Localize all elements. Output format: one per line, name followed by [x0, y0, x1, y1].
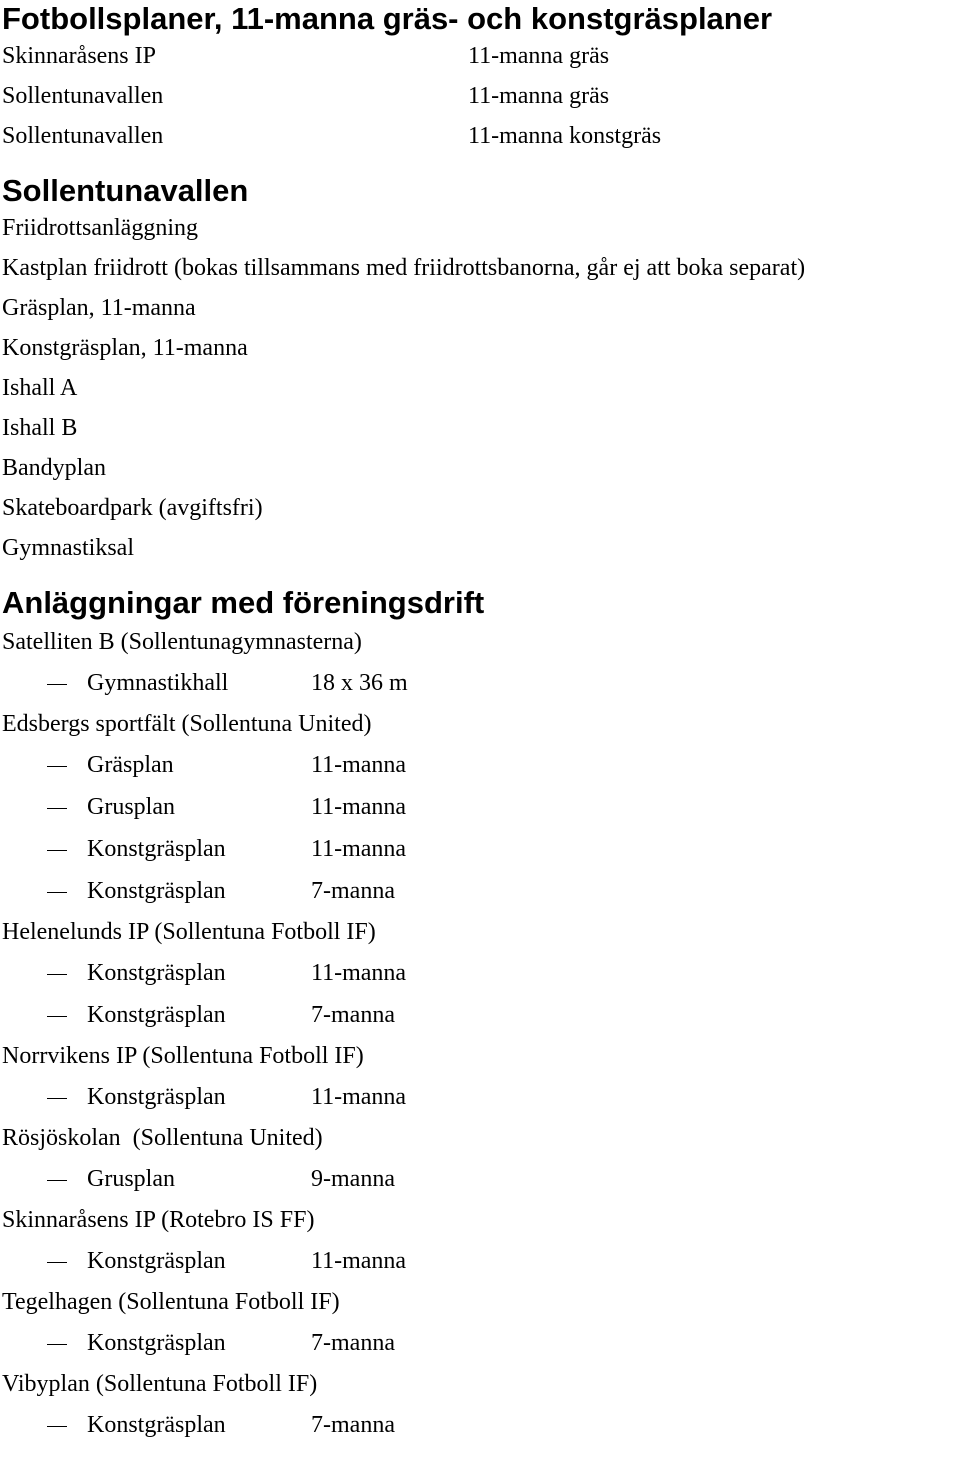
- facility-name: Skinnaråsens IP (Rotebro IS FF): [2, 1207, 315, 1233]
- dash-bullet: [47, 1262, 67, 1263]
- dash-bullet: [47, 1426, 67, 1427]
- sub-item-name: Konstgräsplan: [87, 1002, 226, 1028]
- dash-bullet: [47, 684, 67, 685]
- section-association-facilities: [0, 568, 960, 1446]
- sub-item-name: Konstgräsplan: [87, 1084, 226, 1110]
- facility-name: Vibyplan (Sollentuna Fotboll IF): [2, 1371, 318, 1397]
- sub-item-value: 11-manna: [311, 752, 407, 778]
- list-item: Bandyplan: [2, 455, 106, 481]
- dash-bullet: [47, 1180, 67, 1181]
- list-item: Ishall A: [2, 375, 78, 401]
- dash-bullet: [47, 850, 67, 851]
- dash-bullet: [47, 974, 67, 975]
- facility-sub-item: [0, 1322, 960, 1364]
- field-type: 11-manna gräs: [468, 83, 610, 109]
- section-football-fields: [0, 0, 960, 156]
- sub-item-name: Gymnastikhall: [87, 670, 229, 696]
- field-name: Skinnaråsens IP: [2, 43, 156, 69]
- facility-name: Helenelunds IP (Sollentuna Fotboll IF): [2, 919, 376, 945]
- list-item: Konstgräsplan, 11-manna: [2, 335, 248, 361]
- field-name: Sollentunavallen: [2, 123, 164, 149]
- sub-item-name: Konstgräsplan: [87, 1412, 226, 1438]
- dash-bullet: [47, 808, 67, 809]
- section-title: Fotbollsplaner, 11-manna gräs- och konstgräsplaner: [2, 1, 773, 36]
- list-item: Gräsplan, 11-manna: [2, 295, 196, 321]
- sub-item-name: Grusplan: [87, 794, 175, 820]
- sub-item-name: Konstgräsplan: [87, 1248, 226, 1274]
- facility-sub-item: [0, 1404, 960, 1446]
- list-item: Skateboardpark (avgiftsfri): [2, 495, 263, 521]
- facility-sub-item: [0, 870, 960, 912]
- facility-name: Tegelhagen (Sollentuna Fotboll IF): [2, 1289, 340, 1315]
- field-type: 11-manna gräs: [468, 43, 610, 69]
- sub-item-value: 18 x 36 m: [311, 670, 408, 696]
- list-item: Friidrottsanläggning: [2, 215, 198, 241]
- sub-item-value: 7-manna: [311, 878, 395, 904]
- facility-sub-item: [0, 786, 960, 828]
- dash-bullet: [47, 892, 67, 893]
- list-item: Kastplan friidrott (bokas tillsammans med friidrottsbanorna, går ej att boka separat): [2, 255, 806, 281]
- list-item: Gymnastiksal: [2, 535, 134, 561]
- field-row: [0, 36, 960, 76]
- field-name: Sollentunavallen: [2, 83, 164, 109]
- facility-sub-item: [0, 1240, 960, 1282]
- dash-bullet: [47, 1098, 67, 1099]
- section-sollentunavallen: [0, 156, 960, 568]
- sub-item-value: 11-manna: [311, 960, 407, 986]
- sub-item-name: Gräsplan: [87, 752, 174, 778]
- facility-name: Norrvikens IP (Sollentuna Fotboll IF): [2, 1043, 364, 1069]
- sub-item-value: 11-manna: [311, 836, 407, 862]
- dash-bullet: [47, 766, 67, 767]
- sub-item-name: Grusplan: [87, 1166, 175, 1192]
- list-item: Ishall B: [2, 415, 78, 441]
- sub-item-value: 11-manna: [311, 1248, 407, 1274]
- sub-item-value: 7-manna: [311, 1412, 395, 1438]
- sub-item-value: 7-manna: [311, 1002, 395, 1028]
- field-row: [0, 76, 960, 116]
- field-type: 11-manna konstgräs: [468, 123, 662, 149]
- facility-sub-item: [0, 1158, 960, 1200]
- sub-item-value: 9-manna: [311, 1166, 395, 1192]
- sub-item-value: 11-manna: [311, 1084, 407, 1110]
- dash-bullet: [47, 1344, 67, 1345]
- facility-sub-item: [0, 828, 960, 870]
- sub-item-name: Konstgräsplan: [87, 836, 226, 862]
- dash-bullet: [47, 1016, 67, 1017]
- facility-sub-item: [0, 662, 960, 704]
- field-row: [0, 116, 960, 156]
- sub-item-value: 7-manna: [311, 1330, 395, 1356]
- sub-item-name: Konstgräsplan: [87, 1330, 226, 1356]
- facility-name: Satelliten B (Sollentunagymnasterna): [2, 629, 362, 655]
- facility-name: Rösjöskolan (Sollentuna United): [2, 1125, 323, 1151]
- sub-item-value: 11-manna: [311, 794, 407, 820]
- section-title: Anläggningar med föreningsdrift: [2, 585, 485, 620]
- section-title: Sollentunavallen: [2, 173, 249, 208]
- facility-sub-item: [0, 1076, 960, 1118]
- facility-name: Edsbergs sportfält (Sollentuna United): [2, 711, 372, 737]
- facility-sub-item: [0, 744, 960, 786]
- sub-item-name: Konstgräsplan: [87, 878, 226, 904]
- sub-item-name: Konstgräsplan: [87, 960, 226, 986]
- facility-sub-item: [0, 994, 960, 1036]
- facility-sub-item: [0, 952, 960, 994]
